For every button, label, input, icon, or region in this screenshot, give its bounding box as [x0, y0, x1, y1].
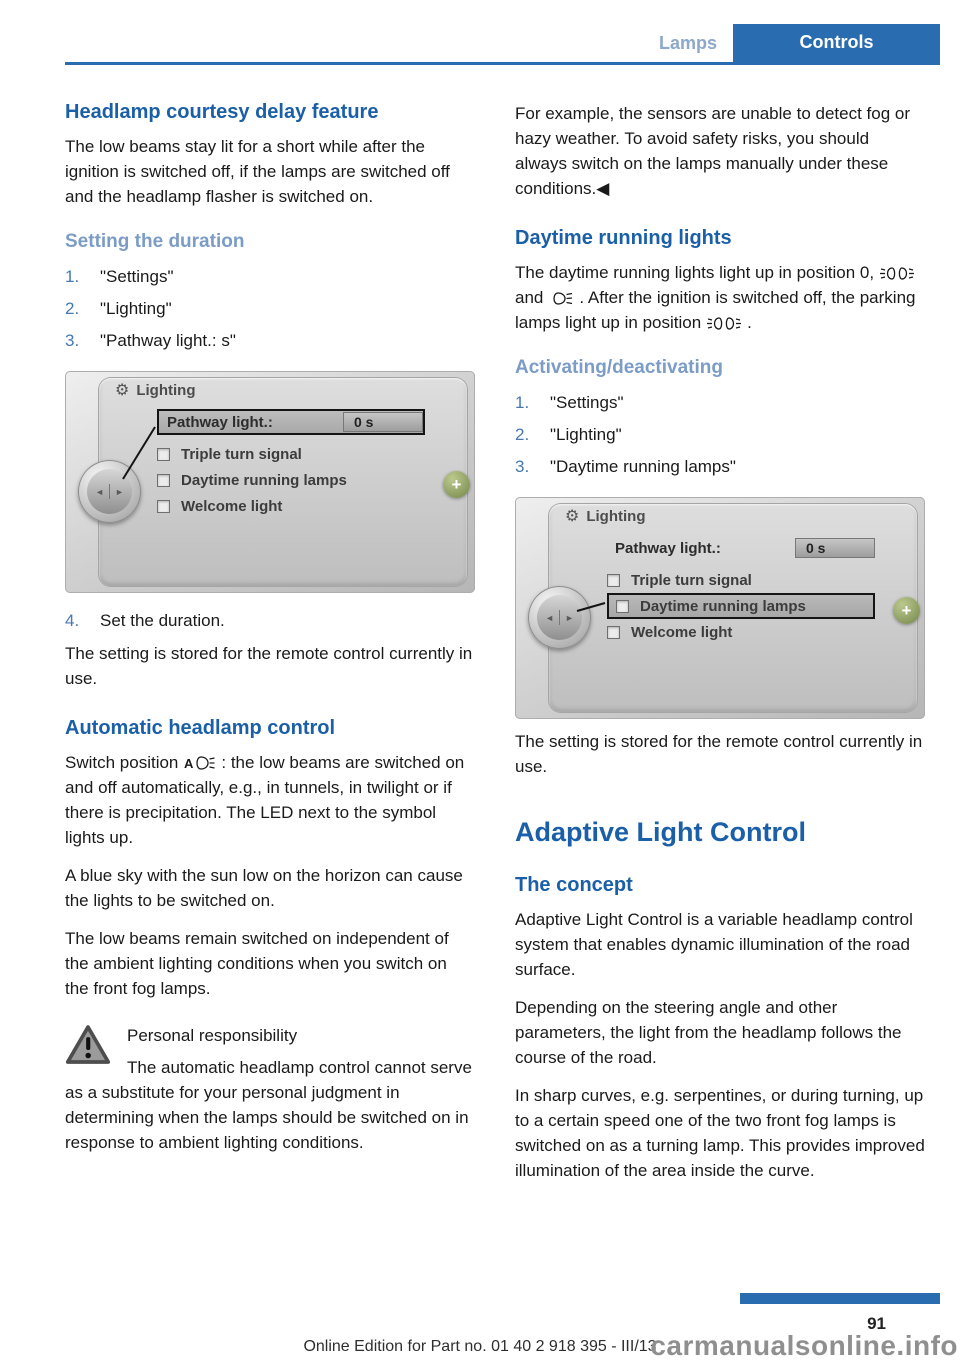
paragraph: The low beams remain switched on independent of the ambient lighting conditions when you switch on the front fog lamps. [65, 929, 449, 998]
list-item [515, 387, 925, 419]
text-run: . [747, 313, 752, 332]
left-column [65, 91, 475, 1196]
idrive-controller-knob [78, 460, 141, 523]
text-run: Switch position [65, 753, 179, 772]
paragraph: In sharp curves, e.g. serpentines, or during turning, up to a certain speed one of the two front fog lamps is switched on as a turning lamp. This provides improved illumination of the area inside the curve. [515, 1086, 925, 1180]
step-text: "Pathway light.: s" [100, 331, 236, 350]
list-item [65, 605, 475, 637]
step-number: 1. [65, 267, 80, 286]
checkbox-icon [607, 626, 620, 639]
menu-item-label: Welcome light [631, 623, 733, 641]
arrow-right-icon: ► [565, 612, 574, 623]
edition-note: Online Edition for Part no. 01 40 2 918 395 - III/13 [303, 1338, 657, 1355]
paragraph: For example, the sensors are unable to detect fog or hazy weather. To avoid safety risks, you should always switch on the lamps manually under these conditions.◀ [515, 104, 911, 198]
checkbox-icon [157, 500, 170, 513]
paragraph-with-icon [65, 750, 475, 850]
gear-icon: ⚙ [565, 507, 580, 525]
checkbox-icon [607, 574, 620, 587]
screen-title [565, 508, 646, 525]
step-number: 3. [515, 457, 530, 476]
idrive-screenshot-daytime-running [515, 497, 925, 719]
list-item [65, 293, 475, 325]
arrow-right-icon: ► [115, 486, 124, 497]
list-item [65, 325, 475, 357]
section-title-automatic-headlamp: Automatic headlamp control [65, 717, 336, 739]
svg-text:A: A [184, 756, 194, 771]
menu-item-label: Welcome light [181, 497, 283, 515]
section-title-daytime-running-lights: Daytime running lights [515, 227, 732, 249]
gear-icon: ⚙ [115, 381, 130, 399]
screen-title-text: Lighting [136, 382, 196, 399]
steps-list [65, 261, 475, 357]
step-text: "Lighting" [100, 299, 172, 318]
personal-responsibility-note [65, 1019, 475, 1155]
knob-face [87, 469, 132, 514]
list-item [65, 261, 475, 293]
text-run: The daytime running lights light up in position 0, [515, 263, 875, 282]
paragraph: The low beams stay lit for a short while after the ignition is switched off, if the lamps are switched off and the headlamp flasher is switched on. [65, 137, 450, 206]
list-item [515, 451, 925, 483]
arrow-left-icon: ◄ [545, 612, 554, 623]
paragraph: Depending on the steering angle and other parameters, the light from the headlamp follows the course of the road. [515, 998, 902, 1067]
watermark: carmanualsonline.info [650, 1330, 958, 1361]
header-rule [65, 62, 940, 65]
menu-item-triple-turn-signal [607, 567, 891, 593]
checkbox-icon [157, 448, 170, 461]
menu-item-label: Daytime running lamps [181, 471, 347, 489]
section-title-headlamp-courtesy: Headlamp courtesy delay feature [65, 101, 379, 123]
menu-item-daytime-running-lamps-highlighted [607, 593, 875, 619]
subsection-setting-duration: Setting the duration [65, 231, 245, 252]
knob-face [537, 595, 582, 640]
knob-divider [559, 610, 560, 625]
screen-title-text: Lighting [586, 508, 646, 525]
right-column [515, 91, 925, 1196]
menu-item-welcome-light [157, 493, 441, 519]
warning-triangle-icon [65, 1023, 111, 1066]
footer-accent-bar [740, 1293, 940, 1304]
tab-controls: Controls [733, 24, 940, 62]
screen-title [115, 382, 196, 399]
header-tabs [65, 24, 940, 62]
step-number: 2. [65, 299, 80, 318]
step-number: 4. [65, 611, 80, 630]
page-header [0, 0, 960, 65]
paragraph: A blue sky with the sun low on the horizon can cause the lights to be switched on. [65, 866, 463, 910]
idrive-screenshot-pathway-light [65, 371, 475, 593]
daytime-running-lights-icon [549, 291, 573, 306]
breadcrumb-lamps: Lamps [658, 32, 717, 53]
screen-menu [157, 409, 441, 519]
arrow-left-icon: ◄ [95, 486, 104, 497]
parking-lamps-icon [707, 316, 741, 331]
section-title-the-concept: The concept [515, 874, 633, 896]
paragraph-with-icons [515, 260, 925, 335]
text-run: and [515, 288, 544, 307]
page-number: 91 [867, 1314, 886, 1333]
menu-item-label: Triple turn signal [631, 571, 752, 589]
paragraph: Adaptive Light Control is a variable headlamp control system that enables dynamic illumination of the road surface. [515, 910, 913, 979]
menu-item-triple-turn-signal [157, 441, 441, 467]
knob-divider [109, 484, 110, 499]
step-text: "Settings" [100, 267, 174, 286]
menu-item-welcome-light [607, 619, 891, 645]
list-item [515, 419, 925, 451]
auto-headlamp-icon [184, 755, 215, 771]
plus-icon: + [893, 597, 920, 624]
step-text: Set the duration. [100, 611, 225, 630]
checkbox-icon [157, 474, 170, 487]
main-content [65, 91, 925, 1196]
chapter-title-adaptive-light-control: Adaptive Light Control [515, 817, 806, 847]
step-number: 2. [515, 425, 530, 444]
steps-list [515, 387, 925, 483]
menu-item-daytime-running-lamps [157, 467, 441, 493]
step-text: "Lighting" [550, 425, 622, 444]
idrive-controller-knob [528, 586, 591, 649]
paragraph: The setting is stored for the remote control currently in use. [515, 732, 923, 776]
pathway-light-label: Pathway light.: [615, 539, 721, 557]
menu-item-label: Daytime running lamps [640, 597, 806, 615]
step-number: 3. [65, 331, 80, 350]
screen-menu [607, 535, 891, 645]
parking-lamps-icon [880, 266, 914, 281]
step-text: "Settings" [550, 393, 624, 412]
note-body: The automatic headlamp control cannot serve as a substitute for your personal judgment in determining when the lamps should be switched on in response to ambient lighting conditions. [65, 1058, 472, 1152]
step-text: "Daytime running lamps" [550, 457, 736, 476]
text-run: . After the ignition is switched off, the parking lamps light up in position [515, 288, 916, 332]
step-number: 1. [515, 393, 530, 412]
pathway-light-value: 0 s [795, 538, 875, 558]
checkbox-icon [616, 600, 629, 613]
text-run: : the low beams are switched on and off automatically, e.g., in tunnels, in twilight or if there is precipitation. The LED next to the symbol lights up. [65, 753, 465, 847]
paragraph: The setting is stored for the remote control currently in use. [65, 644, 473, 688]
plus-icon: + [443, 471, 470, 498]
pathway-light-value: 0 s [343, 412, 423, 432]
menu-item-label: Triple turn signal [181, 445, 302, 463]
subsection-activating-deactivating: Activating/deactivating [515, 357, 723, 378]
pathway-light-row [607, 535, 875, 561]
note-title: Personal responsibility [127, 1026, 298, 1045]
pathway-light-label: Pathway light.: [167, 413, 273, 431]
pathway-light-row-highlighted [157, 409, 425, 435]
